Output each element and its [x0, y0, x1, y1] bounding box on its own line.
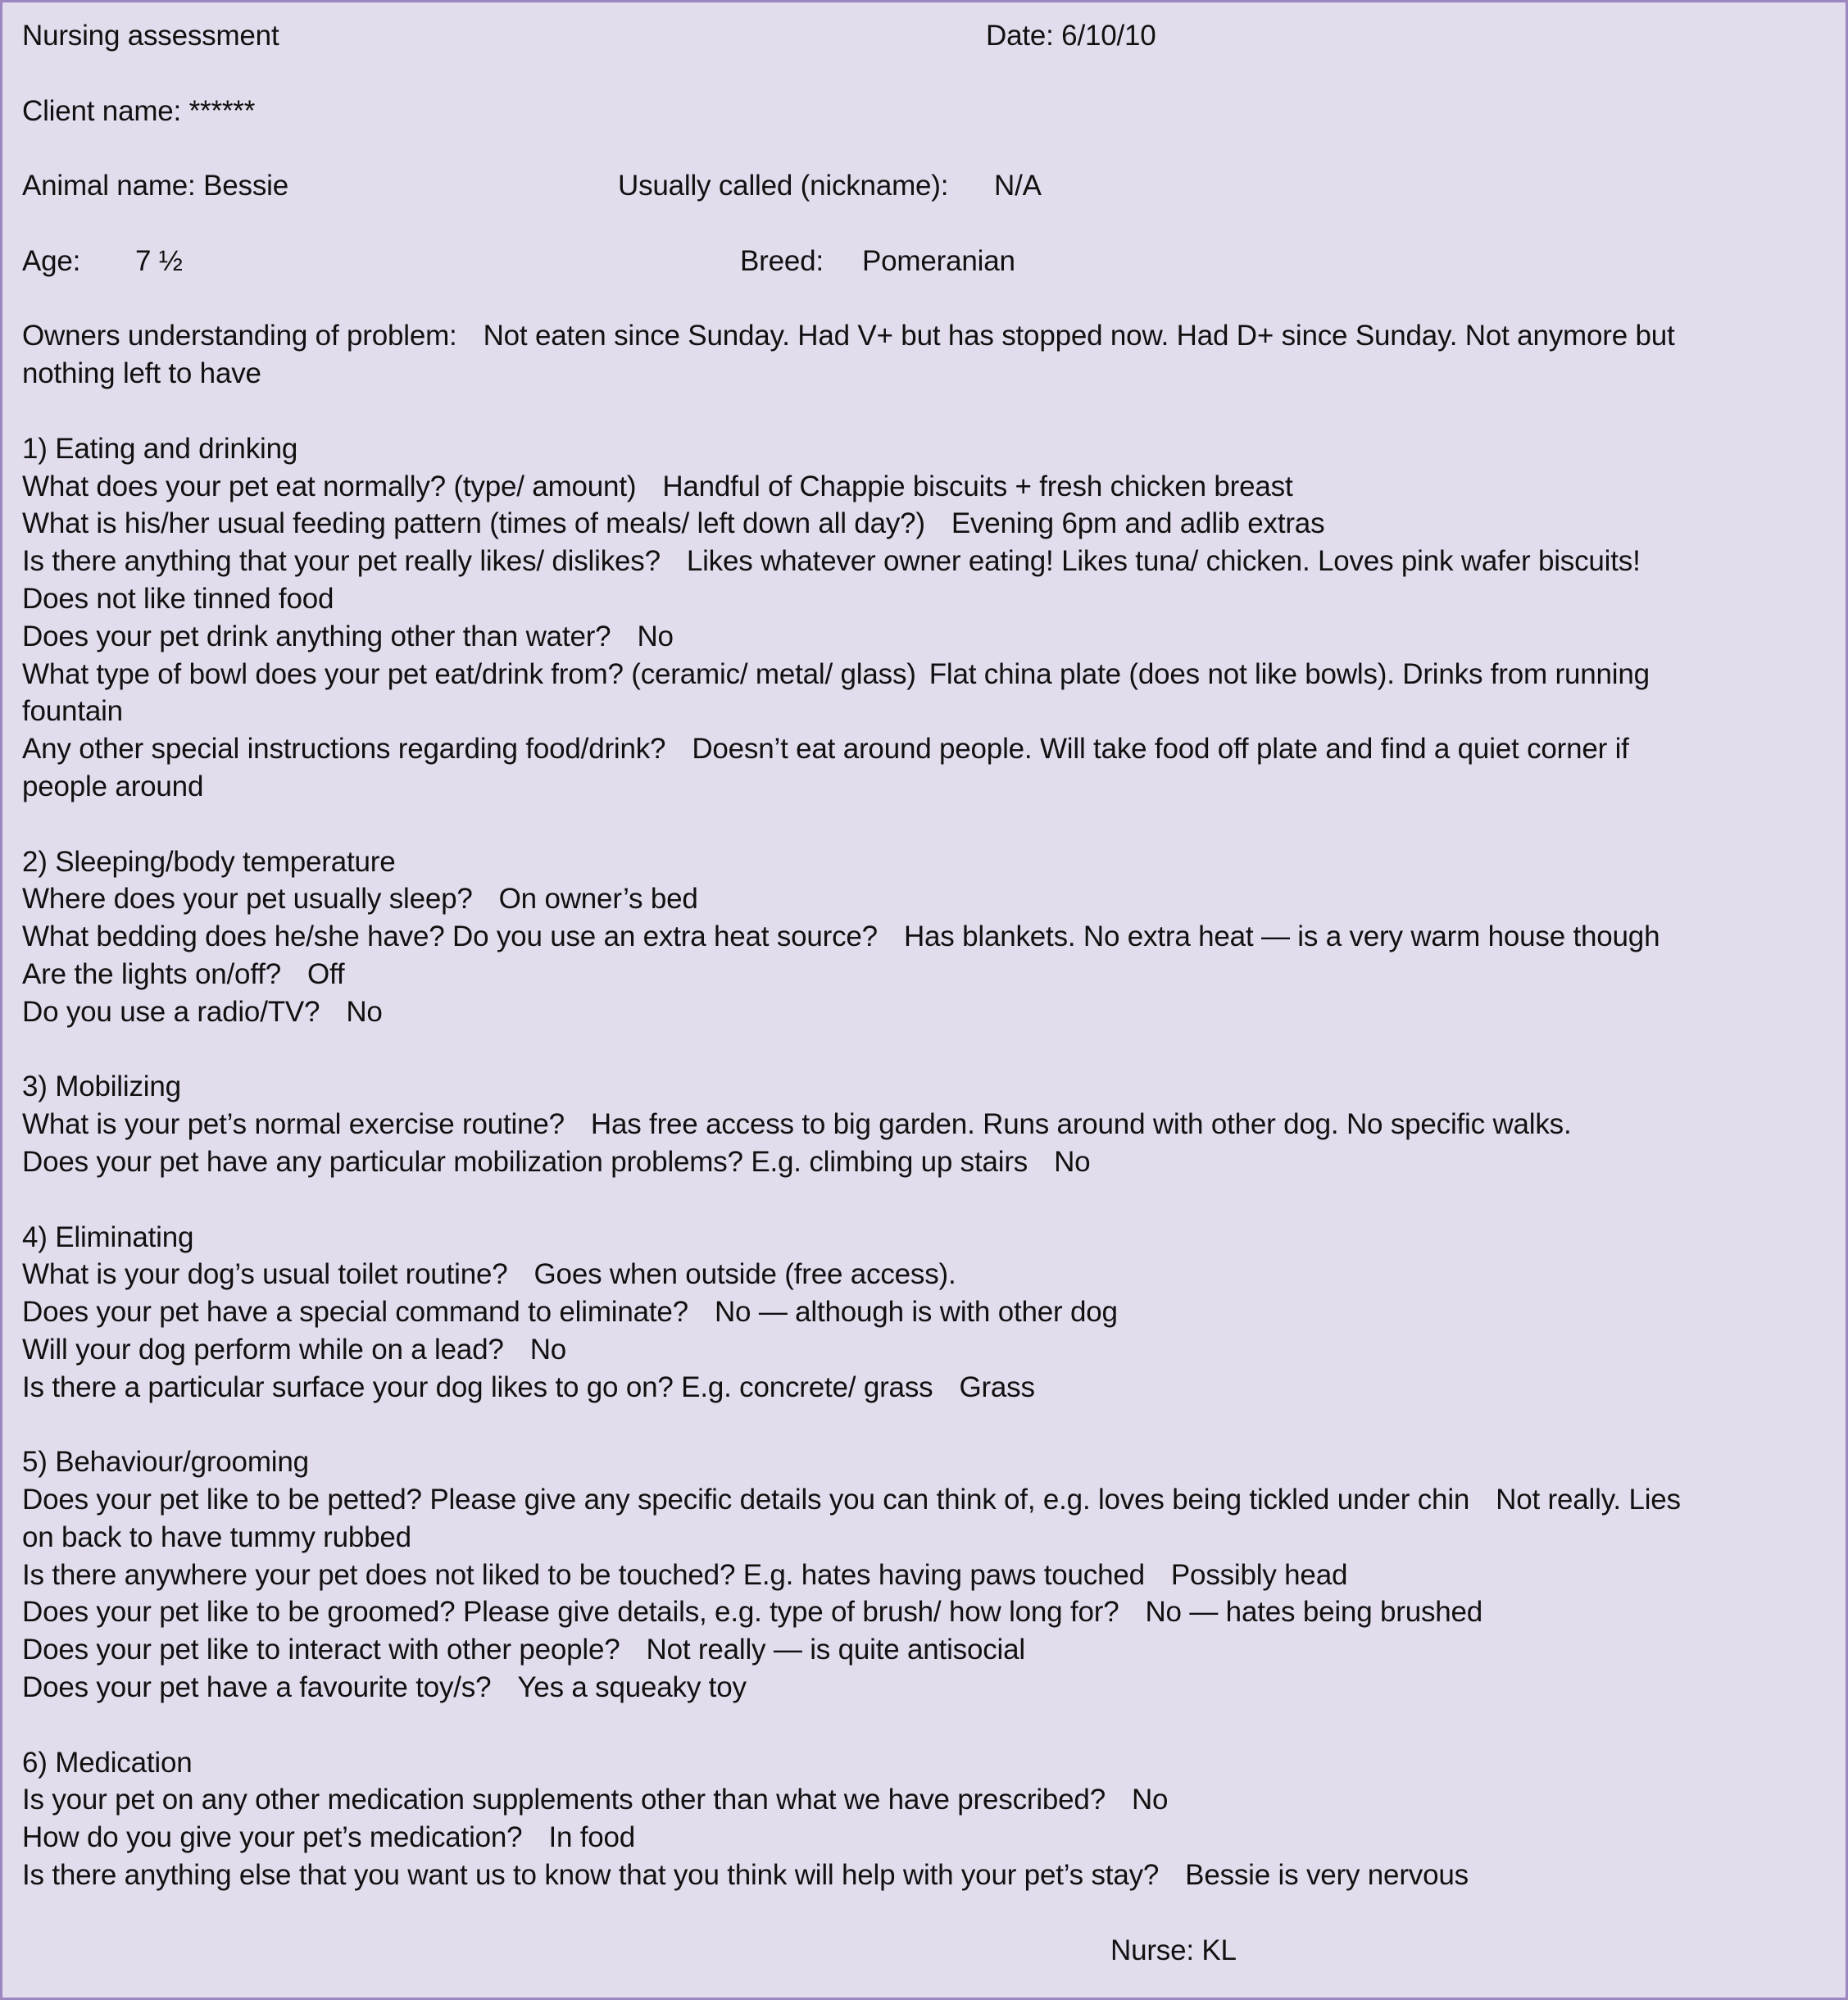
question: What is his/her usual feeding pattern (times of meals/ left down all day?) — [22, 507, 925, 540]
breed-value: Pomeranian — [862, 244, 1015, 277]
nurse-initials: Nurse: KL — [1110, 1934, 1237, 1966]
question: Does your pet like to be petted? Please give any specific details you can think of, e.g. loves being tickled under chin — [22, 1484, 1470, 1516]
question-row — [22, 656, 1826, 693]
owner-understanding-continued: nothing left to have — [22, 357, 261, 390]
question: Is there anywhere your pet does not liked to be touched? E.g. hates having paws touched — [22, 1558, 1145, 1591]
answer: Evening 6pm and adlib extras — [951, 507, 1325, 540]
client-name-row — [22, 93, 1826, 130]
nickname-label: Usually called (nickname): — [618, 170, 949, 202]
age-breed-row — [22, 243, 1826, 280]
question-row — [22, 1819, 1826, 1857]
answer: Not really. Lies — [1496, 1484, 1681, 1516]
answer: Has free access to big garden. Runs around with other dog. No specific walks. — [590, 1108, 1572, 1141]
question: What is your pet’s normal exercise routine? — [22, 1108, 565, 1141]
header-row — [22, 17, 1826, 55]
question: What is your dog’s usual toilet routine? — [22, 1258, 508, 1291]
answer: No — [1131, 1784, 1169, 1816]
question: Is there a particular surface your dog likes to go on? E.g. concrete/ grass — [22, 1370, 933, 1403]
answer: On owner’s bed — [498, 883, 698, 916]
answer: No — [1054, 1145, 1091, 1178]
question-row — [22, 1781, 1826, 1819]
question: Does your pet like to be groomed? Please give details, e.g. type of brush/ how long for? — [22, 1596, 1119, 1629]
question-row — [22, 1593, 1826, 1631]
owner-understanding-value: Not eaten since Sunday. Had V+ but has stopped now. Had D+ since Sunday. Not anymore but — [483, 320, 1675, 352]
owner-understanding — [22, 317, 1826, 355]
answer: Yes a squeaky toy — [517, 1671, 747, 1704]
age-label: Age: — [22, 244, 81, 277]
answer: Off — [307, 957, 345, 990]
answer: Not really — is quite antisocial — [646, 1634, 1025, 1666]
nickname-value: N/A — [994, 170, 1042, 202]
answer: Doesn’t eat around people. Will take food off plate and find a quiet corner if — [692, 733, 1629, 766]
question: Is there anything else that you want us to know that you think will help with your pet’s stay? — [22, 1859, 1160, 1892]
answer-continued: fountain — [22, 695, 123, 728]
section-heading: 2) Sleeping/body temperature — [22, 845, 396, 878]
question-row — [22, 1256, 1826, 1293]
answer: Flat china plate (does not like bowls). Drinks from running — [929, 657, 1650, 690]
question-row — [22, 956, 1826, 993]
question-row — [22, 880, 1826, 918]
owner-understanding-label: Owners understanding of problem: — [22, 320, 457, 352]
answer: No — [637, 620, 674, 652]
section-heading: 1) Eating and drinking — [22, 432, 298, 465]
question: Do you use a radio/TV? — [22, 995, 320, 1028]
question-row — [22, 543, 1826, 580]
answer: Likes whatever owner eating! Likes tuna/ chicken. Loves pink wafer biscuits! — [686, 545, 1641, 578]
answer-continued: on back to have tummy rubbed — [22, 1520, 411, 1553]
question-row — [22, 1481, 1826, 1519]
answer: Bessie is very nervous — [1185, 1859, 1469, 1892]
question: Is your pet on any other medication supplements other than what we have prescribed? — [22, 1784, 1106, 1816]
section-heading: 5) Behaviour/grooming — [22, 1446, 309, 1479]
answer: Goes when outside (free access). — [534, 1258, 956, 1291]
question-row — [22, 1331, 1826, 1369]
question: What bedding does he/she have? Do you use an extra heat source? — [22, 920, 878, 953]
question-row — [22, 1631, 1826, 1669]
question-row — [22, 505, 1826, 543]
question: Does your pet have a favourite toy/s? — [22, 1671, 492, 1704]
question: Does your pet like to interact with other people? — [22, 1634, 620, 1666]
question: Will your dog perform while on a lead? — [22, 1333, 504, 1366]
question: Is there anything that your pet really likes/ dislikes? — [22, 545, 661, 578]
client-name: Client name: ****** — [22, 94, 256, 127]
question-row — [22, 1106, 1826, 1143]
question: What does your pet eat normally? (type/ amount) — [22, 470, 637, 502]
form-title: Nursing assessment — [22, 20, 279, 52]
breed-label: Breed: — [740, 244, 824, 277]
animal-name-row — [22, 167, 1826, 205]
answer: Handful of Chappie biscuits + fresh chicken breast — [662, 470, 1293, 502]
answer: In food — [548, 1821, 636, 1854]
animal-name: Animal name: Bessie — [22, 170, 288, 202]
answer: No — [529, 1333, 567, 1366]
section-heading: 6) Medication — [22, 1746, 193, 1779]
answer: Has blankets. No extra heat — is a very warm house though — [903, 920, 1660, 953]
question-row — [22, 618, 1826, 656]
question: Does your pet drink anything other than water? — [22, 620, 611, 652]
section-heading: 4) Eliminating — [22, 1220, 194, 1253]
section-heading: 3) Mobilizing — [22, 1070, 181, 1103]
question-row — [22, 1669, 1826, 1707]
question: Does your pet have any particular mobilization problems? E.g. climbing up stairs — [22, 1145, 1028, 1178]
form-date: Date: 6/10/10 — [986, 20, 1156, 52]
question-row — [22, 1557, 1826, 1594]
answer-continued: people around — [22, 770, 204, 802]
question: Where does your pet usually sleep? — [22, 883, 473, 916]
answer: No — [346, 995, 383, 1028]
question: Are the lights on/off? — [22, 957, 282, 990]
answer: No — although is with other dog — [714, 1296, 1118, 1329]
question: Any other special instructions regarding food/drink? — [22, 733, 666, 766]
answer: No — hates being brushed — [1145, 1596, 1483, 1629]
answer: Possibly head — [1170, 1558, 1348, 1591]
question-row — [22, 1857, 1826, 1894]
answer-continued: Does not like tinned food — [22, 582, 334, 615]
nurse-signature-row — [22, 1932, 1826, 1970]
question: Does your pet have a special command to eliminate? — [22, 1296, 688, 1329]
question-row — [22, 468, 1826, 506]
age-value: 7 ½ — [135, 244, 183, 277]
question-row — [22, 993, 1826, 1031]
question: What type of bowl does your pet eat/drink from? (ceramic/ metal/ glass) — [22, 657, 916, 690]
question-row — [22, 1369, 1826, 1407]
question-row — [22, 730, 1826, 768]
question-row — [22, 1293, 1826, 1331]
answer: Grass — [959, 1370, 1035, 1403]
question: How do you give your pet’s medication? — [22, 1821, 523, 1854]
question-row — [22, 1143, 1826, 1181]
question-row — [22, 918, 1826, 956]
